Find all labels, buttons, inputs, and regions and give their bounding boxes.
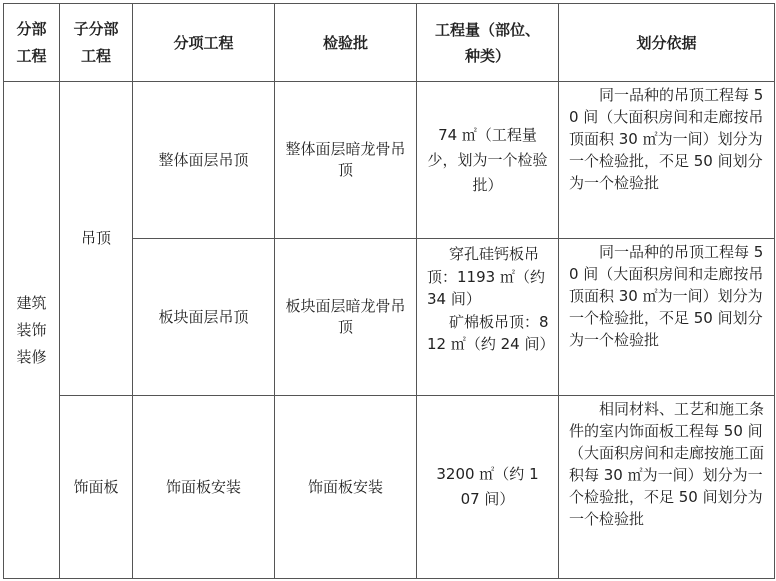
basis-cell: 相同材料、工艺和施工条件的室内饰面板工程每 50 间（大面积房间和走廊按施工面积每 30 ㎡为一间）划分为一个检验批，不足 50 间划分为一个检验批 (559, 396, 775, 579)
header-batch: 检验批 (275, 4, 417, 82)
quantity-cell: 3200 ㎡（约 107 间） (417, 396, 559, 579)
batch-cell: 饰面板安装 (275, 396, 417, 579)
item-cell: 板块面层吊顶 (133, 239, 275, 396)
header-item: 分项工程 (133, 4, 275, 82)
division-table (3, 3, 775, 579)
division-cell: 建筑装饰装修 (4, 82, 60, 579)
quantity-line-b: 矿棉板吊顶：812 ㎡（约 24 间） (427, 312, 555, 353)
basis-cell: 同一品种的吊顶工程每 50 间（大面积房间和走廊按吊顶面积 30 ㎡为一间）划分为一个检验批，不足 50 间划分为一个检验批 (559, 82, 775, 239)
quantity-cell: 74 ㎡（工程量少，划为一个检验批） (417, 82, 559, 239)
quantity-cell (417, 239, 559, 396)
header-quantity: 工程量（部位、种类） (417, 4, 559, 82)
quantity-line-a: 穿孔硅钙板吊顶：1193 ㎡（约 34 间） (427, 245, 545, 308)
header-basis: 划分依据 (559, 4, 775, 82)
subdivision-cell: 饰面板 (60, 396, 133, 579)
header-division: 分部工程 (4, 4, 60, 82)
item-cell: 饰面板安装 (133, 396, 275, 579)
item-cell: 整体面层吊顶 (133, 82, 275, 239)
table-row (4, 396, 775, 579)
basis-cell: 同一品种的吊顶工程每 50 间（大面积房间和走廊按吊顶面积 30 ㎡为一间）划分为一个检验批，不足 50 间划分为一个检验批 (559, 239, 775, 396)
batch-cell: 整体面层暗龙骨吊顶 (275, 82, 417, 239)
subdivision-cell: 吊顶 (60, 82, 133, 396)
header-row (4, 4, 775, 82)
table-row (4, 82, 775, 239)
header-subdivision: 子分部工程 (60, 4, 133, 82)
batch-cell: 板块面层暗龙骨吊顶 (275, 239, 417, 396)
